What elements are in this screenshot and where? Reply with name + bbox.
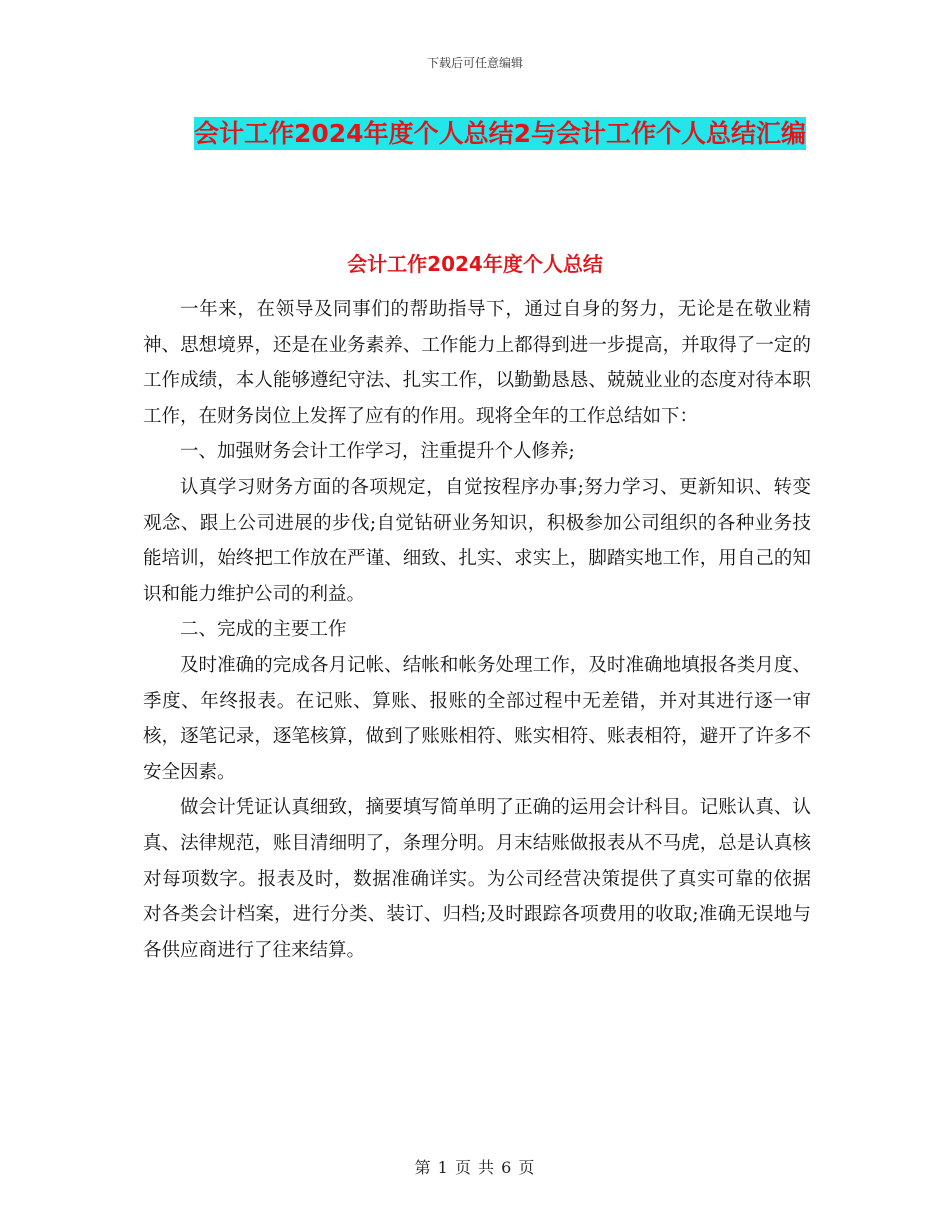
paragraph-heading-2: 二、完成的主要工作 bbox=[180, 619, 347, 641]
paragraph-intro: 一年来，在领导及同事们的帮助指导下，通过自身的努力，无论是在敬业精神、思想境界，还是在业务素养、工作能力上都得到进一步提高，并取得了一定的工作成绩，本人能够遵纪守法、扎实工作，以勤勤恳恳、兢兢业业的态度对待本职工作，在财务岗位上发挥了应有的作用。现将全年的工作总结如下： bbox=[143, 299, 811, 427]
paragraph-vouchers: 做会计凭证认真细致，摘要填写简单明了正确的运用会计科目。记账认真、认真、法律规范，账目清细明了，条理分明。月末结账做报表从不马虎，总是认真核对每项数字。报表及时，数据准确详实。为公司经营决策提供了真实可靠的依据 对各类会计档案，进行分类、装订、归档;及时跟踪各项费用的收取;准确无误地与各供应商进行了往来结算。 bbox=[143, 797, 811, 961]
header-note: 下载后可任意编辑 bbox=[426, 56, 523, 70]
paragraph-study: 认真学习财务方面的各项规定，自觉按程序办事;努力学习、更新知识、转变观念、跟上公司进展的步伐;自觉钻研业务知识，积极参加公司组织的各种业务技能培训，始终把工作放在严谨、细致、扎实、求实上，脚踏实地工作，用自己的知识和能力维护公司的利益。 bbox=[143, 476, 811, 605]
paragraph-bookkeeping: 及时准确的完成各月记帐、结帐和帐务处理工作，及时准确地填报各类月度、季度、年终报表。在记账、算账、报账的全部过程中无差错，并对其进行逐一审核，逐笔记录，逐笔核算，做到了账账相符、账实相符、账表相符，避开了许多不安全因素。 bbox=[143, 654, 811, 783]
document-title-text: 会计工作2024年度个人总结2与会计工作个人总结汇编 bbox=[194, 119, 806, 148]
paragraph-heading-1: 一、加强财务会计工作学习，注重提升个人修养; bbox=[180, 441, 575, 463]
document-body bbox=[143, 292, 811, 968]
page-number-footer: 第 1 页 共 6 页 bbox=[414, 1158, 536, 1177]
document-title bbox=[140, 112, 860, 155]
section-title: 会计工作2024年度个人总结 bbox=[347, 252, 603, 276]
